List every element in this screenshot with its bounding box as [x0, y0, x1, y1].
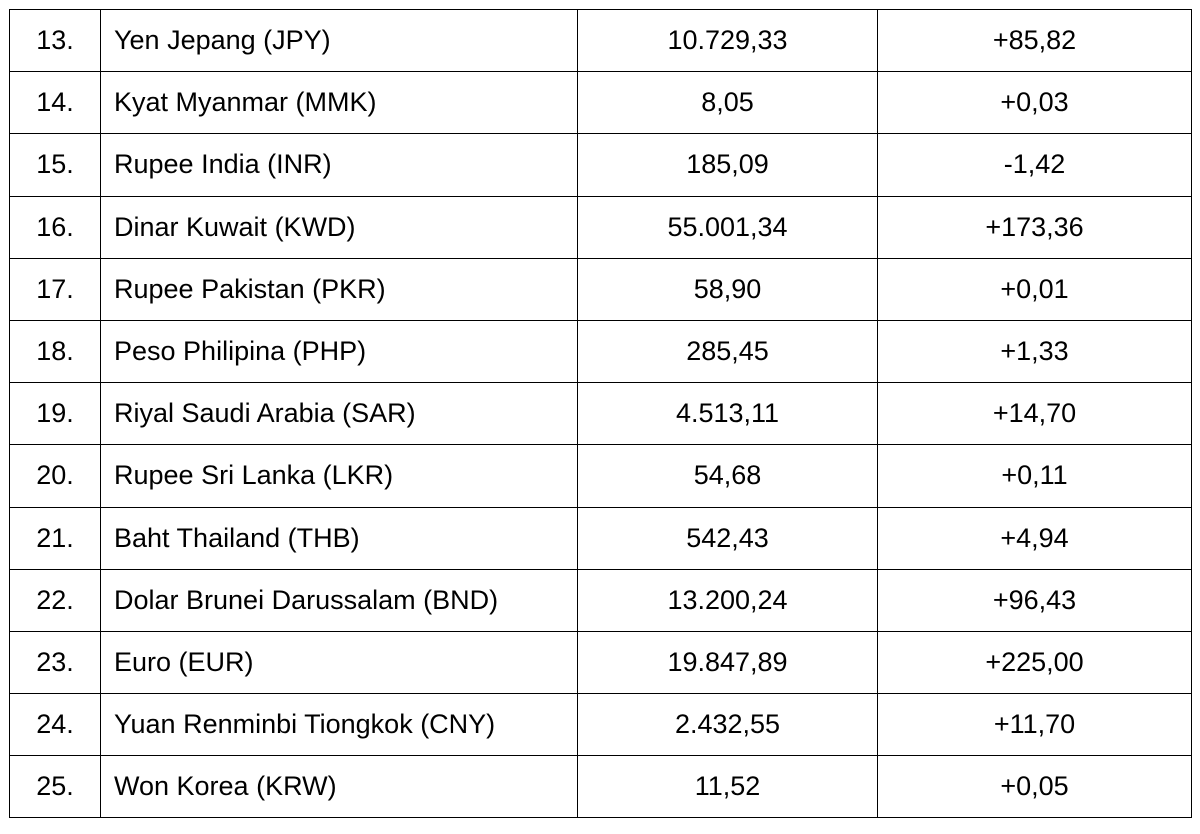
currency-name: Rupee Sri Lanka (LKR) [101, 445, 578, 507]
rate-change: +225,00 [878, 631, 1192, 693]
exchange-rate: 8,05 [578, 72, 878, 134]
row-number: 20. [10, 445, 101, 507]
row-number: 25. [10, 756, 101, 818]
rate-change: +173,36 [878, 196, 1192, 258]
row-number: 24. [10, 694, 101, 756]
rate-change: +4,94 [878, 507, 1192, 569]
row-number: 16. [10, 196, 101, 258]
rate-change: +14,70 [878, 383, 1192, 445]
currency-rates-table [9, 9, 1192, 818]
currency-name: Yuan Renminbi Tiongkok (CNY) [101, 694, 578, 756]
table-row [10, 10, 1192, 72]
table-row [10, 383, 1192, 445]
rate-change: +11,70 [878, 694, 1192, 756]
rate-change: +85,82 [878, 10, 1192, 72]
currency-name: Riyal Saudi Arabia (SAR) [101, 383, 578, 445]
table-row [10, 196, 1192, 258]
currency-name: Euro (EUR) [101, 631, 578, 693]
table-body [10, 10, 1192, 818]
exchange-rate: 2.432,55 [578, 694, 878, 756]
exchange-rate: 13.200,24 [578, 569, 878, 631]
exchange-rate: 10.729,33 [578, 10, 878, 72]
rate-change: +0,05 [878, 756, 1192, 818]
table-row [10, 258, 1192, 320]
table-row [10, 756, 1192, 818]
rate-change: +96,43 [878, 569, 1192, 631]
table-row [10, 72, 1192, 134]
table-row [10, 694, 1192, 756]
table-row [10, 320, 1192, 382]
row-number: 13. [10, 10, 101, 72]
row-number: 19. [10, 383, 101, 445]
exchange-rate: 19.847,89 [578, 631, 878, 693]
exchange-rate: 58,90 [578, 258, 878, 320]
rate-change: +0,03 [878, 72, 1192, 134]
currency-name: Rupee India (INR) [101, 134, 578, 196]
row-number: 18. [10, 320, 101, 382]
exchange-rate: 4.513,11 [578, 383, 878, 445]
currency-name: Dolar Brunei Darussalam (BND) [101, 569, 578, 631]
currency-name: Yen Jepang (JPY) [101, 10, 578, 72]
exchange-rate: 55.001,34 [578, 196, 878, 258]
rate-change: +1,33 [878, 320, 1192, 382]
exchange-rate: 285,45 [578, 320, 878, 382]
table-row [10, 569, 1192, 631]
table-row [10, 631, 1192, 693]
row-number: 17. [10, 258, 101, 320]
row-number: 14. [10, 72, 101, 134]
currency-name: Dinar Kuwait (KWD) [101, 196, 578, 258]
table-row [10, 507, 1192, 569]
row-number: 15. [10, 134, 101, 196]
rate-change: -1,42 [878, 134, 1192, 196]
table-row [10, 134, 1192, 196]
currency-name: Kyat Myanmar (MMK) [101, 72, 578, 134]
currency-name: Peso Philipina (PHP) [101, 320, 578, 382]
exchange-rate: 54,68 [578, 445, 878, 507]
rate-change: +0,01 [878, 258, 1192, 320]
currency-name: Rupee Pakistan (PKR) [101, 258, 578, 320]
row-number: 21. [10, 507, 101, 569]
currency-name: Won Korea (KRW) [101, 756, 578, 818]
table-row [10, 445, 1192, 507]
row-number: 22. [10, 569, 101, 631]
exchange-rate: 185,09 [578, 134, 878, 196]
exchange-rate: 542,43 [578, 507, 878, 569]
currency-name: Baht Thailand (THB) [101, 507, 578, 569]
row-number: 23. [10, 631, 101, 693]
exchange-rate: 11,52 [578, 756, 878, 818]
rate-change: +0,11 [878, 445, 1192, 507]
